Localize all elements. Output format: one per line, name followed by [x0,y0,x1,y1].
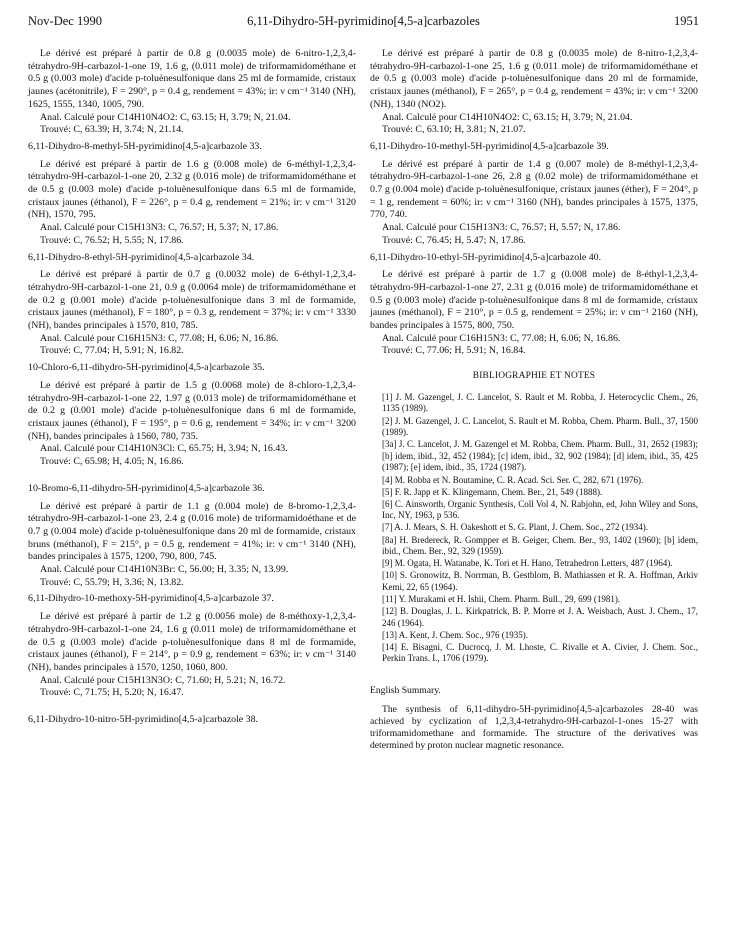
analysis-calculated: Anal. Calculé pour C16H15N3: C, 77.08; H, 6.06; N, 16.86. [40,332,279,344]
compound-entry [370,141,698,248]
analysis-found: Trouvé: C, 63.10; H, 3.81; N, 21.07. [382,124,526,136]
compound-heading: 6,11-Dihydro-10-methyl-5H-pyrimidino[4,5-a]carbazole 39. [370,140,609,152]
procedure-paragraph: Le dérivé est préparé à partir de 1.6 g (0.008 mole) de 6-méthyl-1,2,3,4-tétrahydro-9H-carbazol-1-one 20, 2.32 g (0.016 mole) de triformamidométhane et de 0.5 g (0.003 mole) d'acide p-toluènesulfonique dans 6.5 ml de formamide, cristaux jaunes (éthanol), F = 226°, p = 0.4 g, rendement = 21%; ir: ν cm⁻¹ 3120 (NH), 1570, 795. [28,158,356,221]
reference-item: [10] S. Gronowitz, B. Norrman, B. Gestblom, B. Mathiassen et R. A. Hoffman, Arkiv Kemi, 22, 65 (1964). [382,570,698,592]
running-header [28,14,699,32]
compound-entry [28,48,356,137]
analysis-found: Trouvé: C, 55.79; H, 3.36; N, 13.82. [40,576,184,588]
analysis-found: Trouvé: C, 63.39; H, 3.74; N, 21.14. [40,124,184,136]
compound-entry [28,483,356,590]
bibliography-title: BIBLIOGRAPHIE ET NOTES [472,371,596,382]
compound-heading: 10-Chloro-6,11-dihydro-5H-pyrimidino[4,5-a]carbazole 35. [28,362,265,374]
reference-item: [3a] J. C. Lancelot, J. M. Gazengel et M. Robba, Chem. Pharm. Bull., 31, 2652 (1983); [b] idem, ibid., 32, 452 (1984); [c] idem, ibid., 32, 902 (1984); [d] idem, ibid., 35, 425 (1987); [e] idem, ibid., 35, 1724 (1987). [382,439,698,473]
reference-list [370,392,698,665]
procedure-paragraph: Le dérivé est préparé à partir de 1.1 g (0.004 mole) de 8-bromo-1,2,3,4-tétrahydro-9H-carbazol-1-one 23, 2.4 g (0.016 mole) de triformamidoéthane et de 0.7 g (0.004 mole) d'acide p-toluènesulfonique dans 20 ml de formamide, cristaux bruns (méthanol), F = 215°, p = 0.5 g, rendement = 41%; ir: ν cm⁻¹ 3140 (NH), bandes principales à 1575, 1200, 790, 800, 745. [28,500,356,563]
compound-entry [28,362,356,469]
reference-item: [9] M. Ogata, H. Watanabe, K. Tori et H. Hano, Tetrahedron Letters, 487 (1964). [382,558,673,569]
english-summary-text: The synthesis of 6,11-dihydro-5H-pyrimidino[4,5-a]carbazoles 28-40 was achieved by cyclization of 1,2,3,4-tetrahydro-9H-carbazol-1-ones 15-27 with triformamidomethane and formamide. The structure of the derivatives was determined by proton nuclear magnetic resonance. [370,703,698,751]
reference-item: [8a] H. Bredereck, R. Gompper et B. Geiger, Chem. Ber., 93, 1402 (1960); [b] idem, ibid., Chem. Ber., 92, 329 (1959). [382,534,698,557]
compound-entry [28,252,356,359]
right-column [370,48,698,752]
analysis-calculated: Anal. Calculé pour C15H13N3: C, 76.57; H, 5.37; N, 17.86. [40,222,279,234]
reference-item: [11] Y. Murakami et H. Ishii, Chem. Pharm. Bull., 29, 699 (1981). [382,593,621,604]
compound-heading: 10-Bromo-6,11-dihydro-5H-pyrimidino[4,5-a]carbazole 36. [28,482,265,494]
reference-item: [13] A. Kent, J. Chem. Soc., 976 (1935). [382,629,528,640]
reference-item: [6] C. Ainsworth, Organic Synthesis, Coll Vol 4, N. Rabjohn, ed, John Wiley and Sons, Inc, NY, 1963, p 536. [382,498,698,521]
reference-item: [4] M. Robba et N. Boutamine, C. R. Acad. Sci. Ser. C, 282, 671 (1976). [382,474,644,485]
reference-item: [7] A. J. Mears, S. H. Oakeshott et S. G. Plant, J. Chem. Soc., 272 (1934). [382,522,648,533]
compound-heading: 6,11-Dihydro-8-methyl-5H-pyrimidino[4,5-a]carbazole 33. [28,140,262,152]
analysis-calculated: Anal. Calculé pour C14H10N3Cl: C, 65.75; H, 3.94; N, 16.43. [40,443,288,455]
reference-item: [5] F. R. Japp et K. Klingemann, Chem. Ber., 21, 549 (1888). [382,486,603,497]
analysis-found: Trouvé: C, 77.04; H, 5.91; N, 16.82. [40,345,184,357]
analysis-calculated: Anal. Calculé pour C14H10N4O2: C, 63.15; H, 3.79; N, 21.04. [40,111,291,123]
running-title: 6,11-Dihydro-5H-pyrimidino[4,5-a]carbazoles [247,14,480,28]
compound-entry [370,252,698,359]
analysis-calculated: Anal. Calculé pour C14H10N4O2: C, 63.15; H, 3.79; N, 21.04. [382,111,633,123]
analysis-found: Trouvé: C, 65.98; H, 4.05; N, 16.86. [40,456,184,468]
analysis-calculated: Anal. Calculé pour C15H13N3O: C, 71.60; H, 5.21; N, 16.72. [40,674,286,686]
reference-item: [12] B. Douglas, J. L. Kirkpatrick, B. P. Morre et J. A. Weisbach, Aust. J. Chem., 17, 246 (1964). [382,606,698,628]
analysis-found: Trouvé: C, 76.45; H, 5.47; N, 17.86. [382,234,526,246]
procedure-paragraph: Le dérivé est préparé à partir de 1.2 g (0.0056 mole) de 8-méthoxy-1,2,3,4-tétrahydro-9H-carbazol-1-one 24, 1.6 g (0.011 mole) de triformamidométhane et de 0.5 g (0.003 mole) d'acide p-toluènesulfonique dans 8 ml de formamide, cristaux jaunes (éthanol), F = 214°, p = 0.9 g, rendement = 63%; ir: ν cm⁻¹ 3140 (NH), bandes principales à 1570, 1250, 1060, 800. [28,611,356,673]
left-column [28,48,356,732]
reference-item: [2] J. M. Gazengel, J. C. Lancelot, S. Rault et M. Robba, Chem. Pharm. Bull., 37, 1500 (1989). [382,415,698,438]
page-number: 1951 [674,14,699,28]
analysis-calculated: Anal. Calculé pour C14H10N3Br: C, 56.00; H, 3.35; N, 13.99. [40,564,289,576]
reference-item: [1] J. M. Gazengel, J. C. Lancelot, S. Rault et M. Robba, J. Heterocyclic Chem., 26, 1135 (1989). [382,391,698,414]
compound-entry [28,141,356,248]
procedure-paragraph: Le dérivé est préparé à partir de 1.7 g (0.008 mole) de 8-éthyl-1,2,3,4-tétrahydro-9H-carbazol-1-one 27, 2.31 g (0.016 mole) de triformamidométhane et 0.5 g (0.003 mole) d'acide p-toluènesulfonique dans 8 ml de formamide, cristaux jaunes (méthanol), F = 210°, p = 0.5 g, rendement = 25%; ir: ν cm⁻¹ 2160 (NH), bandes principales à 1575, 800, 750. [370,269,698,332]
procedure-paragraph: Le dérivé est préparé à partir de 0.8 g (0.0035 mole) de 8-nitro-1,2,3,4-tétrahydro-9H-carbazol-1-one 25, 1.6 g (0.011 mole) de triformamidométhane et de 0.5 g (0.003 mole) d'acide p-toluènesulfonique dans 20 ml de formamide, cristaux jaunes (méthanol), F = 265°, p = 0.4 g, rendement = 43%; ir: ν cm⁻¹ 3200 (NH), 1340 (NO2). [370,48,698,110]
procedure-paragraph: Le dérivé est préparé à partir de 0.7 g (0.0032 mole) de 6-éthyl-1,2,3,4-tétrahydro-9H-carbazol-1-one 21, 0.9 g (0.0064 mole) de triformamidométhane et de 0.2 g (0.001 mole) d'acide p-toluènesulfonique dans 3 ml de formamide, cristaux jaunes (méthanol), F = 180°, p = 0.3 g, rendement = 37%; ir: ν cm⁻¹ 3330 (NH), bandes principales à 1570, 810, 785. [28,269,356,332]
analysis-found: Trouvé: C, 71.75; H, 5.20; N, 16.47. [40,687,184,699]
compound-heading: 6,11-Dihydro-10-ethyl-5H-pyrimidino[4,5-a]carbazole 40. [370,251,602,263]
english-summary-title: English Summary. [370,685,441,697]
procedure-paragraph: Le dérivé est préparé à partir de 0.8 g (0.0035 mole) de 6-nitro-1,2,3,4-tétrahydro-9H-carbazol-1-one 19, 1.6 g, (0.011 mole) de triformamidométhane et 0.5 g (0.003 mole) d'acide p-toluènesulfonique dans 25 ml de formamide, cristaux jaunes (acétonitrile), F = 290°, p = 0.4 g, rendement = 43%; ir: ν cm⁻¹ 3140 (NH), 1625, 1555, 1340, 1005, 790. [28,48,356,110]
compound-heading: 6,11-Dihydro-10-nitro-5H-pyrimidino[4,5-a]carbazole 38. [28,714,258,726]
analysis-calculated: Anal. Calculé pour C16H15N3: C, 77.08; H, 6.06; N, 16.86. [382,332,621,344]
compound-entry [28,593,356,700]
reference-item: [14] E. Bisagni, C. Ducrocq, J. M. Lhoste, C. Rivalle et A. Civier, J. Chem. Soc., Perkin Trans. I., 1706 (1979). [382,641,698,664]
procedure-paragraph: Le dérivé est préparé à partir de 1.5 g (0.0068 mole) de 8-chloro-1,2,3,4-tétrahydro-9H-carbazol-1-one 22, 1.97 g (0.013 mole) de triformamidométhane et de 0.2 g (0.001 mole) d'acide p-toluènesulfonique dans 6 ml de formamide, cristaux jaunes (éthanol), F = 195°, p = 0.6 g, rendement = 34%; ir: ν cm⁻¹ 3200 (NH), bandes principales à 1560, 780, 735. [28,379,356,442]
analysis-calculated: Anal. Calculé pour C15H13N3: C, 76.57; H, 5.57; N, 17.86. [382,222,621,234]
compound-heading: 6,11-Dihydro-8-ethyl-5H-pyrimidino[4,5-a]carbazole 34. [28,251,255,263]
compound-entry [370,48,698,137]
analysis-found: Trouvé: C, 77.06; H, 5.91; N, 16.84. [382,345,526,357]
procedure-paragraph: Le dérivé est préparé à partir de 1.4 g (0.007 mole) de 8-méthyl-1,2,3,4-tétrahydro-9H-carbazol-1-one 26, 2.8 g (0.02 mole) de triformamidométhane et 0.7 g (0.004 mole) d'acide p-toluènesulfonique, cristaux jaunes (éther), F = 204°, p = 1 g, rendement = 60%; ir: ν cm⁻¹ 3160 (NH), bandes principales à 1575, 1375, 770, 740. [370,158,698,221]
analysis-found: Trouvé: C, 76.52; H, 5.55; N, 17.86. [40,234,184,246]
journal-issue-date: Nov-Dec 1990 [28,14,102,28]
compound-entry [28,714,356,727]
compound-heading: 6,11-Dihydro-10-methoxy-5H-pyrimidino[4,5-a]carbazole 37. [28,593,274,605]
